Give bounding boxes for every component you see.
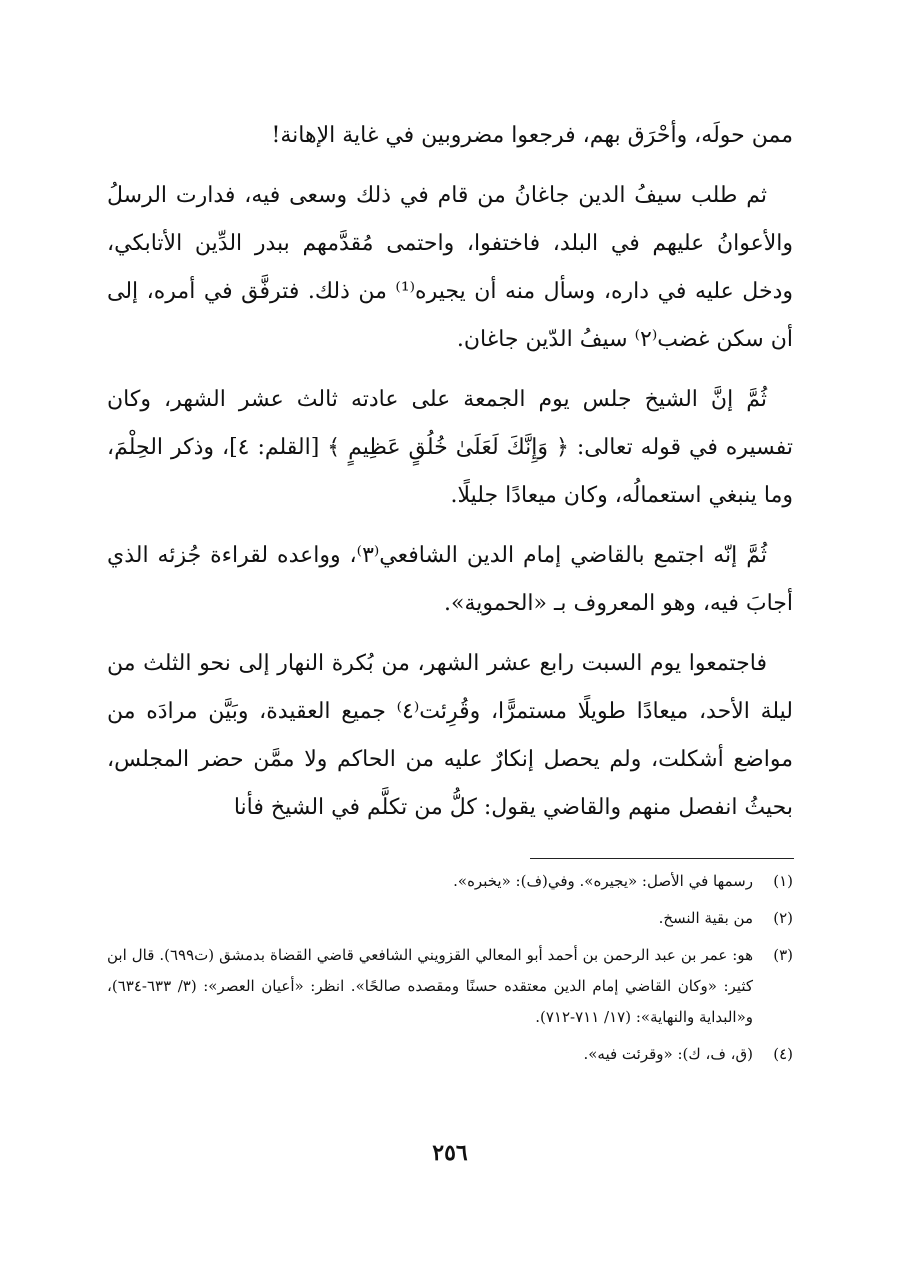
paragraph-4: ثُمَّ إنّه اجتمع بالقاضي إمام الدين الشافعي⁽٣⁾، وواعده لقراءة جُزئه الذي أجابَ فيه، وهو المعروف بـ «الحموية». [107, 543, 793, 616]
footnote-4 [107, 1039, 793, 1070]
footnote-number: (١) [773, 872, 793, 890]
footnote-text: رسمها في الأصل: «يجيره». وفي(ف): «يخبره». [453, 872, 753, 890]
paragraph-2: ثم طلب سيفُ الدين جاغانُ من قام في ذلك وسعى فيه، فدارت الرسلُ والأعوانُ عليهم في البلد، فاختفوا، واحتمى مُقدَّمهم ببدر الدِّين الأتابكي، ودخل عليه في داره، وسأل منه أن يجيره⁽¹⁾ من ذلك. فترفَّق في أمره، إلى أن سكن غضب⁽٢⁾ سيفُ الدّين جاغان. [107, 183, 793, 352]
footnote-1 [107, 866, 793, 897]
footnote-number: (٢) [773, 909, 793, 927]
footnote-3 [107, 940, 793, 1033]
paragraph-1: ممن حولَه، وأحْرَق بهم، فرجعوا مضروبين في غاية الإهانة! [271, 123, 793, 148]
footnote-2 [107, 903, 793, 934]
main-text [107, 112, 793, 844]
footnote-text: (ق، ف، ك): «وقرئت فيه». [583, 1045, 753, 1063]
paragraph-3: ثُمَّ إنَّ الشيخ جلس يوم الجمعة على عادته ثالث عشر الشهر، وكان تفسيره في قوله تعالى: ﴿ وَإِنَّكَ لَعَلَىٰ خُلُقٍ عَظِيمٍ ﴾ [القلم: ٤]، وذكر الحِلْمَ، وما ينبغي استعمالُه، وكان ميعادًا جليلًا. [107, 387, 793, 508]
footnote-text: هو: عمر بن عبد الرحمن بن أحمد أبو المعالي القزويني الشافعي قاضي القضاة بدمشق (ت٦٩٩). قال ابن كثير: «وكان القاضي إمام الدين معتقده حسنًا ومقصده صالحًا». انظر: «أعيان العصر»: (٣/ ٦٣٣-٦٣٤)، و«البداية والنهاية»: (١٧/ ٧١١-٧١٢). [107, 946, 753, 1026]
footnote-number: (٤) [773, 1045, 793, 1063]
footnote-number: (٣) [773, 946, 793, 964]
paragraph-5: فاجتمعوا يوم السبت رابع عشر الشهر، من بُكرة النهار إلى نحو الثلث من ليلة الأحد، ميعادًا طويلًا مستمرًّا، وقُرِئت⁽٤⁾ جميع العقيدة، وبَيَّن مرادَه من مواضع أشكلت، ولم يحصل إنكارٌ عليه من الحاكم ولا ممَّن حضر المجلس، بحيثُ انفصل منهم والقاضي يقول: كلُّ من تكلَّم في الشيخ فأنا [107, 651, 793, 820]
page-number: ٢٥٦ [432, 1140, 468, 1166]
footnote-text: من بقية النسخ. [658, 909, 753, 927]
footnote-divider [530, 858, 794, 859]
footnotes [107, 866, 793, 1076]
